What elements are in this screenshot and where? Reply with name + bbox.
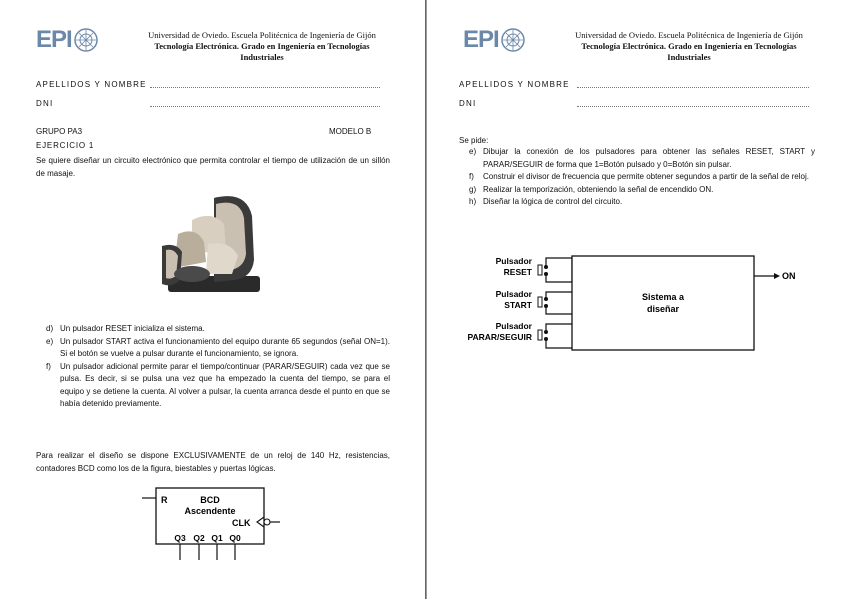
logo-text: EPI <box>463 26 499 53</box>
list-item <box>459 171 815 184</box>
intro-text: Se quiere diseñar un circuito electrónico que permita controlar el tiempo de utilización de un sillón de masaje. <box>36 156 390 178</box>
list-marker: g) <box>469 184 477 194</box>
output-label: ON <box>782 271 796 281</box>
list-text: Un pulsador adicional permite parar el tiempo/continuar (PARAR/SEGUIR) cada vez que se pulsa. Es decir, si se pulsa una vez que ha empezado la cuenta del tiempo, se para el equipo y se detiene la cuenta. Al volver a pulsar, la cuenta arranca desde el punto en que se había detenido previamente. <box>60 361 390 408</box>
dni-field[interactable] <box>150 106 380 107</box>
epi-logo <box>36 27 99 53</box>
system-label-2: diseñar <box>646 304 680 314</box>
bcd-title: BCD <box>200 495 220 505</box>
seal-icon <box>500 28 526 52</box>
list-item <box>459 184 815 197</box>
bcd-clk-label: CLK <box>232 518 251 528</box>
model-label: MODELO B <box>329 127 372 136</box>
bcd-output-q2: Q2 <box>193 533 205 543</box>
epi-logo <box>463 27 526 53</box>
list-item <box>36 361 390 411</box>
name-field[interactable] <box>577 87 809 88</box>
btn2-name: START <box>504 300 532 310</box>
university-header <box>559 30 819 63</box>
list-text: Construir el divisor de frecuencia que permite obtener segundos a partir de la señal de reloj. <box>483 172 809 181</box>
exercise-title: EJERCICIO 1 <box>36 141 95 150</box>
exam-page-right <box>427 0 848 599</box>
system-label: Sistema a <box>641 292 685 302</box>
list-marker: e) <box>46 336 54 346</box>
name-label: APELLIDOS Y NOMBRE <box>459 80 570 89</box>
list-marker: h) <box>469 197 477 206</box>
list-item <box>459 196 815 209</box>
btn2-label: Pulsador <box>495 289 532 299</box>
tasks-list <box>459 146 815 209</box>
course-line: Tecnología Electrónica. Grado en Ingeniería en Tecnologías Industriales <box>154 41 370 62</box>
bcd-reset-label: R <box>161 495 168 505</box>
list-item <box>459 146 815 171</box>
name-field[interactable] <box>150 87 380 88</box>
list-marker: f) <box>46 361 51 371</box>
seal-icon <box>73 28 99 52</box>
resources-text: Para realizar el diseño se dispone EXCLUSIVAMENTE de un reloj de 140 Hz, resistencias, contadores BCD como los de la figura, biestables y puertas lógicas. <box>36 451 390 473</box>
bcd-counter-diagram <box>140 486 290 562</box>
dni-field[interactable] <box>577 106 809 107</box>
bcd-output-q3: Q3 <box>174 533 186 543</box>
list-marker: f) <box>469 172 474 181</box>
btn1-label: Pulsador <box>495 256 532 266</box>
list-item <box>36 323 390 336</box>
dni-label: DNI <box>459 99 477 108</box>
list-item <box>36 336 390 361</box>
list-text: Un pulsador RESET inicializa el sistema. <box>60 324 205 333</box>
asks-label: Se pide: <box>459 136 489 145</box>
list-marker: d) <box>46 324 54 333</box>
dni-label: DNI <box>36 99 54 108</box>
university-line: Universidad de Oviedo. Escuela Politécnica de Ingeniería de Gijón <box>575 30 803 40</box>
system-block-diagram <box>462 250 812 360</box>
bcd-output-q1: Q1 <box>211 533 223 543</box>
btn3-label: Pulsador <box>495 321 532 331</box>
university-header <box>132 30 392 63</box>
group-label: GRUPO PA3 <box>36 127 83 136</box>
university-line: Universidad de Oviedo. Escuela Politécnica de Ingeniería de Gijón <box>148 30 376 40</box>
btn1-name: RESET <box>503 267 532 277</box>
list-text: Diseñar la lógica de control del circuito. <box>483 197 623 206</box>
list-marker: e) <box>469 147 477 156</box>
bcd-subtitle: Ascendente <box>184 506 236 516</box>
logo-text: EPI <box>36 26 72 53</box>
list-text: Dibujar la conexión de los pulsadores para obtener las señales RESET, START y PARAR/SEGUIR de forma que 1=Botón pulsado y 0=Botón sin pulsar. <box>483 147 815 169</box>
requirements-list <box>36 323 390 411</box>
massage-chair-image <box>152 190 268 302</box>
name-label: APELLIDOS Y NOMBRE <box>36 80 147 89</box>
list-text: Realizar la temporización, obteniendo la señal de encendido ON. <box>483 184 714 194</box>
bcd-output-q0: Q0 <box>229 533 241 543</box>
btn3-name: PARAR/SEGUIR <box>467 332 532 342</box>
course-line: Tecnología Electrónica. Grado en Ingeniería en Tecnologías Industriales <box>581 41 797 62</box>
list-text: Un pulsador START activa el funcionamiento del equipo durante 65 segundos (señal ON=1). Si el botón se vuelve a pulsar durante el funcionamiento, se ignora. <box>60 336 390 358</box>
